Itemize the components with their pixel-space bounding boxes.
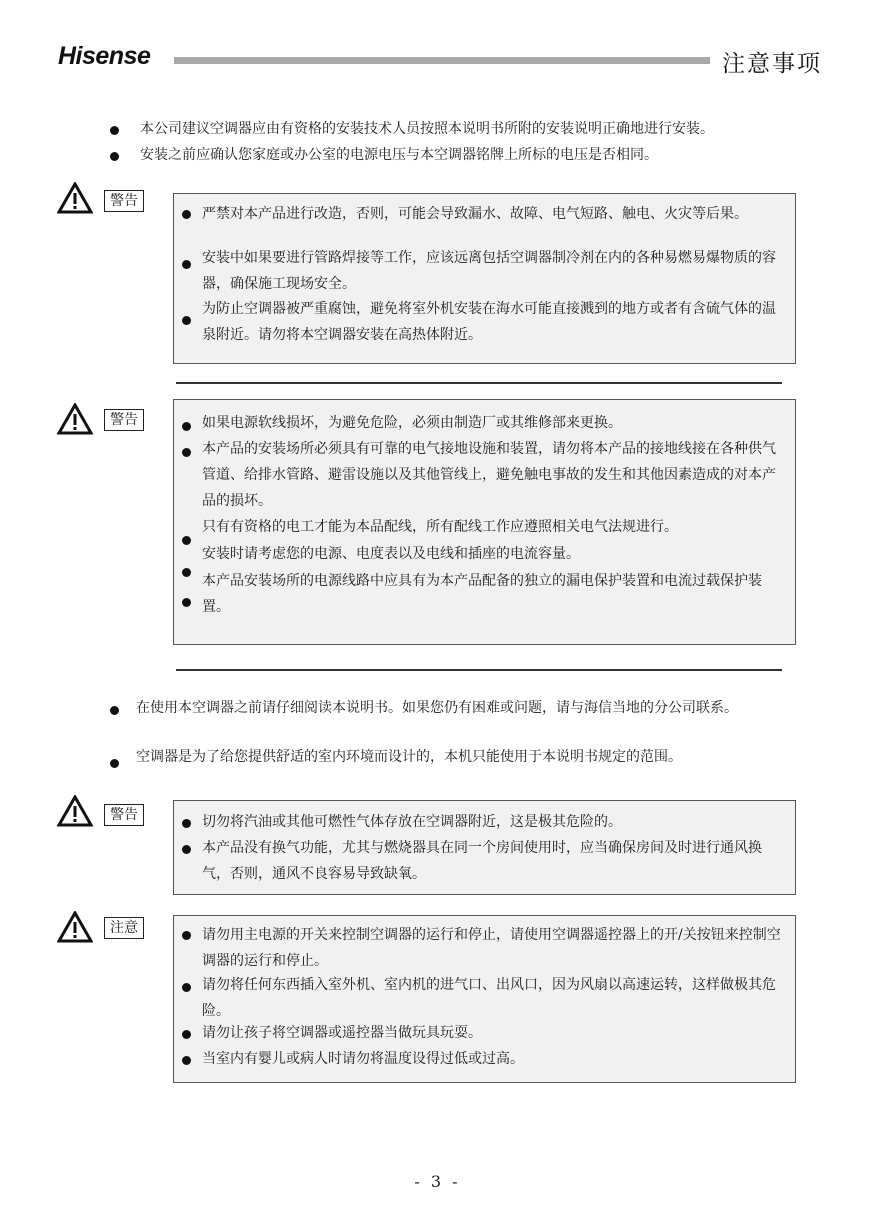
bullet-dot-icon: [182, 448, 191, 457]
bullet-dot-icon: [182, 316, 191, 325]
warning-box-1: [173, 193, 796, 364]
brand-logo: Hisense: [58, 42, 151, 70]
middle-bullet-2: 空调器是为了给您提供舒适的室内环境而设计的，本机只能使用于本说明书规定的范围。: [136, 749, 682, 765]
warning1-item-2: 安装中如果要进行管路焊接等工作，应该远离包括空调器制冷剂在内的各种易燃易爆物质的容器，确保施工现场安全。: [202, 250, 776, 292]
bullet-dot-icon: [182, 536, 191, 545]
bullet-dot-icon: [182, 1056, 191, 1065]
bullet-dot-icon: [110, 759, 119, 768]
warning2-item-1: 如果电源软线损坏，为避免危险，必须由制造厂或其维修部来更换。: [202, 415, 622, 431]
divider-1: [176, 382, 782, 384]
bullet-dot-icon: [182, 598, 191, 607]
warning2-item-5: 本产品安装场所的电源线路中应具有为本产品配备的独立的漏电保护装置和电流过载保护装置。: [202, 573, 762, 615]
warning-triangle-icon: [57, 403, 93, 435]
warning3-item-1: 切勿将汽油或其他可燃性气体存放在空调器附近，这是极其危险的。: [202, 814, 622, 830]
page-number: - 3 -: [414, 1172, 461, 1191]
bullet-dot-icon: [182, 210, 191, 219]
warning-box-3: [173, 800, 796, 895]
warning-triangle-icon: [57, 182, 93, 214]
bullet-dot-icon: [182, 568, 191, 577]
warning2-item-2: 本产品的安装场所必须具有可靠的电气接地设施和装置，请勿将本产品的接地线接在各种供气管道、给排水管路、避雷设施以及其他管线上，避免触电事故的发生和其他因素造成的对本产品的损坏。: [202, 441, 776, 509]
warning2-item-4: 安装时请考虑您的电源、电度表以及电线和插座的电流容量。: [202, 546, 580, 562]
bullet-dot-icon: [182, 260, 191, 269]
warning1-item-1: 严禁对本产品进行改造，否则，可能会导致漏水、故障、电气短路、触电、火灾等后果。: [202, 206, 748, 222]
warning-label-3: 警告: [104, 804, 144, 826]
divider-2: [176, 669, 782, 671]
bullet-dot-icon: [182, 819, 191, 828]
caution-box: [173, 915, 796, 1083]
caution-triangle-icon: [57, 911, 93, 943]
caution-item-1: 请勿用主电源的开关来控制空调器的运行和停止，请使用空调器遥控器上的开/关按钮来控制空调器的运行和停止。: [202, 927, 781, 969]
bullet-dot-icon: [182, 422, 191, 431]
caution-item-2: 请勿将任何东西插入室外机、室内机的进气口、出风口，因为风扇以高速运转，这样做极其危险。: [202, 977, 776, 1019]
bullet-dot-icon: [110, 706, 119, 715]
warning1-item-3: 为防止空调器被严重腐蚀，避免将室外机安装在海水可能直接溅到的地方或者有含硫气体的温泉附近。请勿将本空调器安装在高热体附近。: [202, 301, 776, 343]
bullet-dot-icon: [182, 1030, 191, 1039]
bullet-dot-icon: [182, 931, 191, 940]
warning-label-2: 警告: [104, 409, 144, 431]
top-bullet-2: 安装之前应确认您家庭或办公室的电源电压与本空调器铭牌上所标的电压是否相同。: [140, 147, 658, 163]
bullet-dot-icon: [182, 983, 191, 992]
warning-label-1: 警告: [104, 190, 144, 212]
page-title: 注意事项: [722, 51, 822, 77]
middle-bullet-1: 在使用本空调器之前请仔细阅读本说明书。如果您仍有困难或问题，请与海信当地的分公司联系。: [136, 700, 738, 716]
warning3-item-2: 本产品没有换气功能，尤其与燃烧器具在同一个房间使用时，应当确保房间及时进行通风换气，否则，通风不良容易导致缺氧。: [202, 840, 762, 882]
bullet-dot-icon: [110, 126, 119, 135]
caution-item-3: 请勿让孩子将空调器或遥控器当做玩具玩耍。: [202, 1025, 482, 1041]
warning2-item-3: 只有有资格的电工才能为本品配线，所有配线工作应遵照相关电气法规进行。: [202, 519, 678, 535]
bullet-dot-icon: [182, 845, 191, 854]
bullet-dot-icon: [110, 152, 119, 161]
caution-label: 注意: [104, 917, 144, 939]
warning-triangle-icon: [57, 795, 93, 827]
top-bullet-1: 本公司建议空调器应由有资格的安装技术人员按照本说明书所附的安装说明正确地进行安装。: [140, 121, 714, 137]
header-bar: [174, 57, 710, 64]
warning-box-2: [173, 399, 796, 645]
caution-item-4: 当室内有婴儿或病人时请勿将温度设得过低或过高。: [202, 1051, 524, 1067]
